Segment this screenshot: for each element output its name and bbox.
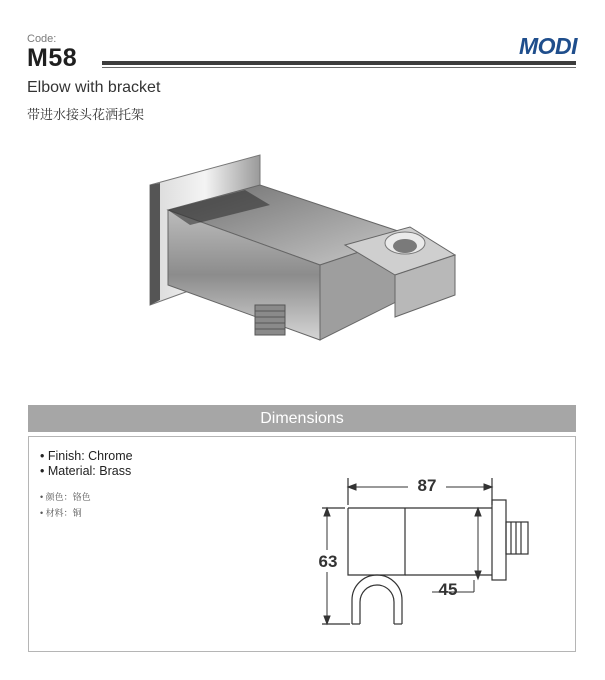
product-title-cn: 带进水接头花洒托架	[27, 107, 145, 122]
spec-material-cn: • 材料：铜	[40, 508, 82, 518]
spec-color-cn: • 颜色：铬色	[40, 492, 91, 502]
product-photo	[140, 145, 470, 355]
header-divider	[102, 61, 576, 65]
product-title-en: Elbow with bracket	[27, 79, 161, 96]
product-code: M58	[27, 44, 78, 72]
code-label: Code:	[27, 33, 57, 45]
spec-finish: • Finish: Chrome	[40, 449, 133, 463]
dimension-drawing	[300, 470, 560, 635]
dim-offset: 45	[438, 580, 458, 599]
spec-material: • Material: Brass	[40, 464, 132, 478]
header-divider-thin	[102, 67, 576, 68]
dimensions-header: Dimensions	[28, 405, 576, 432]
brand-logo: MODI	[518, 33, 577, 59]
dim-length: 87	[417, 476, 437, 495]
dim-height: 63	[318, 552, 338, 571]
